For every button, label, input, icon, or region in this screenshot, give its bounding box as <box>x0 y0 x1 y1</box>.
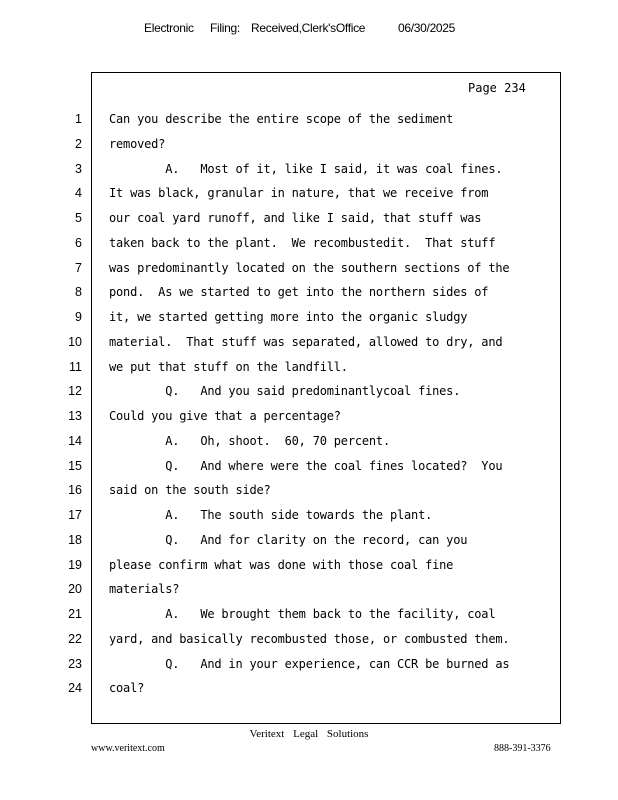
transcript-line <box>0 406 618 426</box>
line-text: material. That stuff was separated, allowed to dry, and <box>109 334 503 349</box>
transcript-line <box>0 208 618 228</box>
line-text: Q. And for clarity on the record, can you <box>109 532 468 547</box>
transcript-line <box>0 431 618 451</box>
line-number: 5 <box>75 211 82 225</box>
line-number: 21 <box>68 607 82 621</box>
line-number: 23 <box>68 656 82 671</box>
line-number: 14 <box>68 433 82 448</box>
line-number: 10 <box>68 334 82 349</box>
line-number: 12 <box>68 384 82 399</box>
line-text: we put that stuff on the landfill. <box>109 359 348 374</box>
line-text: removed? <box>109 136 166 151</box>
transcript-line <box>0 579 618 599</box>
transcript-line <box>0 555 618 575</box>
line-text: Q. And you said predominantlycoal fines. <box>109 384 461 399</box>
line-number: 15 <box>68 458 82 473</box>
transcript-line <box>0 678 618 698</box>
line-number: 19 <box>68 557 82 572</box>
transcript-line <box>0 307 618 327</box>
transcript-line <box>0 159 618 179</box>
line-number: 9 <box>75 310 82 324</box>
line-number: 3 <box>75 161 82 176</box>
page-number: Page 234 <box>468 81 526 95</box>
transcript-line <box>0 505 618 525</box>
line-text: A. Most of it, like I said, it was coal fines. <box>109 161 503 176</box>
line-text: our coal yard runoff, and like I said, that stuff was <box>109 211 482 225</box>
line-number: 13 <box>68 409 82 423</box>
line-number: 7 <box>75 260 82 275</box>
line-number: 6 <box>75 235 82 250</box>
line-number: 2 <box>75 136 82 151</box>
transcript-line <box>0 629 618 649</box>
filing-date: 06/30/2025 <box>398 21 456 35</box>
transcript-line <box>0 480 618 500</box>
transcript-line <box>0 109 618 129</box>
line-text: Q. And where were the coal fines located? You <box>109 458 503 473</box>
transcript-line <box>0 183 618 203</box>
transcript-line <box>0 654 618 674</box>
line-number: 22 <box>68 631 82 646</box>
line-text: yard, and basically recombusted those, or combusted them. <box>109 631 510 646</box>
filing-label: Filing: <box>210 21 240 35</box>
footer-phone: 888-391-3376 <box>494 743 551 754</box>
line-number: 20 <box>68 582 82 597</box>
filing-received: Received,Clerk'sOffice <box>251 21 366 35</box>
line-text: Could you give that a percentage? <box>109 409 341 423</box>
transcript-line <box>0 357 618 377</box>
transcript-line <box>0 604 618 624</box>
line-text: please confirm what was done with those coal fine <box>109 557 454 572</box>
line-text: it, we started getting more into the organic sludgy <box>109 310 468 324</box>
transcript-line <box>0 233 618 253</box>
line-text: It was black, granular in nature, that we receive from <box>109 186 489 201</box>
line-number: 18 <box>68 532 82 547</box>
line-text: Can you describe the entire scope of the sediment <box>109 112 454 126</box>
line-text: was predominantly located on the southern sections of the <box>109 260 510 275</box>
transcript-line <box>0 456 618 476</box>
filing-header <box>0 21 618 37</box>
line-number: 17 <box>68 508 82 522</box>
transcript-line <box>0 332 618 352</box>
transcript-line <box>0 530 618 550</box>
transcript-line <box>0 282 618 302</box>
line-text: pond. As we started to get into the northern sides of <box>109 285 489 300</box>
line-number: 24 <box>68 681 82 696</box>
line-text: said on the south side? <box>109 483 271 498</box>
line-number: 4 <box>75 186 82 201</box>
line-text: A. Oh, shoot. 60, 70 percent. <box>109 433 390 448</box>
line-text: Q. And in your experience, can CCR be burned as <box>109 656 510 671</box>
transcript-line <box>0 381 618 401</box>
line-text: materials? <box>109 582 180 597</box>
footer-website: www.veritext.com <box>91 743 165 754</box>
filing-electronic: Electronic <box>144 21 194 35</box>
line-text: A. We brought them back to the facility, coal <box>109 607 496 621</box>
transcript-line <box>0 258 618 278</box>
line-text: A. The south side towards the plant. <box>109 508 433 522</box>
line-number: 11 <box>69 359 82 374</box>
transcript-line <box>0 134 618 154</box>
line-number: 16 <box>68 483 82 498</box>
line-number: 1 <box>75 112 82 126</box>
line-number: 8 <box>75 285 82 300</box>
line-text: coal? <box>109 681 145 696</box>
line-text: taken back to the plant. We recombustedit. That stuff <box>109 235 496 250</box>
footer-company: Veritext Legal Solutions <box>249 728 369 740</box>
